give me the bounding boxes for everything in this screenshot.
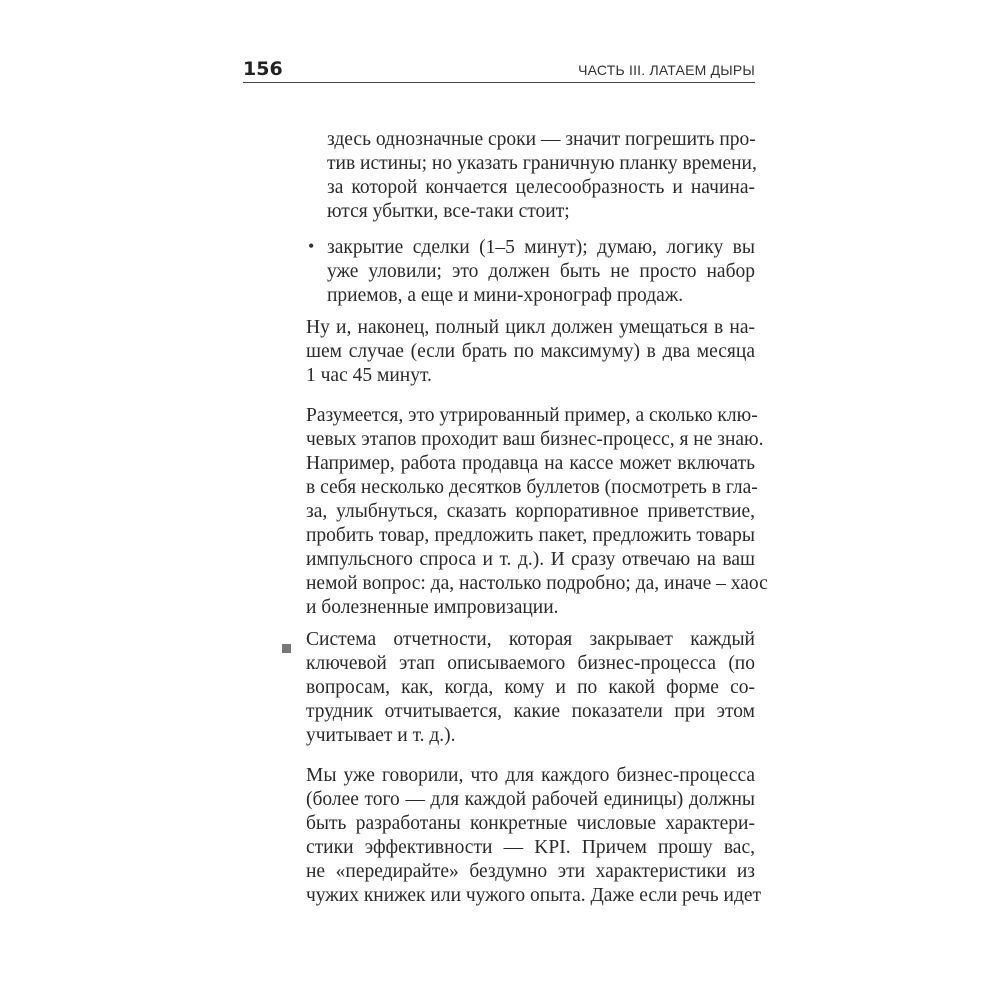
text-line: учитывает и т. д.). [306,725,456,746]
text-line: и болезненные импровизации. [306,597,559,618]
text-line: (более того — для каждой рабочей единицы) должны [306,789,755,810]
text-line: уже уловили; это должен быть не просто набор [327,261,755,282]
text-line: ключевой этап описываемого бизнес-процесса (по [306,653,755,674]
text-line: быть разработаны конкретные числовые характери- [306,813,755,834]
text-line: Например, работа продавца на кассе может включать [306,453,755,474]
text-line: здесь однозначные сроки — значит погрешить про- [327,129,756,150]
paragraph [306,316,755,388]
text-line: стики эффективности — KPI. Причем прошу вас, [306,837,755,858]
text-line: вопросам, как, когда, кому и по какой форме со- [306,677,755,698]
running-title: ЧАСТЬ III. ЛАТАЕМ ДЫРЫ [578,62,755,78]
text-line: немой вопрос: да, настолько подробно; да, иначе – хаос [306,573,768,594]
bullet-item [327,236,755,308]
bullet-dot-icon: • [308,236,315,256]
text-line: закрытие сделки (1–5 минут); думаю, логику вы [327,237,755,258]
text-line: не «передирайте» бездумно эти характеристики из [306,861,755,882]
paragraph [306,764,762,908]
text-line: Система отчетности, которая закрывает каждый [306,629,755,650]
paragraph-continuation [327,128,755,224]
text-line: за, улыбнуться, сказать корпоративное приветствие, [306,501,755,522]
text-line: шем случае (если брать по максимуму) в два месяца [306,341,755,362]
text-line: за которой кончается целесообразность и начина- [327,177,755,198]
text-line: трудник отчитывается, какие показатели при этом [306,701,755,722]
header-rule [243,82,755,83]
text-line: Разумеется, это утрированный пример, а сколько клю- [306,405,758,426]
text-line: 1 час 45 минут. [306,365,432,386]
text-line: чужих книжек или чужого опыта. Даже если речь идет [306,885,762,906]
text-line: пробить товар, предложить пакет, предложить товары [306,525,755,546]
text-line: Мы уже говорили, что для каждого бизнес-процесса [306,765,755,786]
text-line: Ну и, наконец, полный цикл должен умещаться в на- [306,317,755,338]
text-line: импульсного спроса и т. д.). И сразу отвечаю на ваш [306,549,755,570]
text-line: тив истины; но указать граничную планку времени, [327,153,757,174]
text-line: в себя несколько десятков буллетов (посмотреть в гла- [306,477,758,498]
square-bullet-item [306,628,755,748]
text-line: приемов, а еще и мини-хронограф продаж. [327,285,684,306]
text-line: чевых этапов проходит ваш бизнес-процесс, я не знаю. [306,429,764,450]
paragraph [306,404,768,620]
page-number: 156 [243,58,283,80]
text-line: ются убытки, все-таки стоит; [327,201,570,222]
square-bullet-icon [282,644,291,653]
